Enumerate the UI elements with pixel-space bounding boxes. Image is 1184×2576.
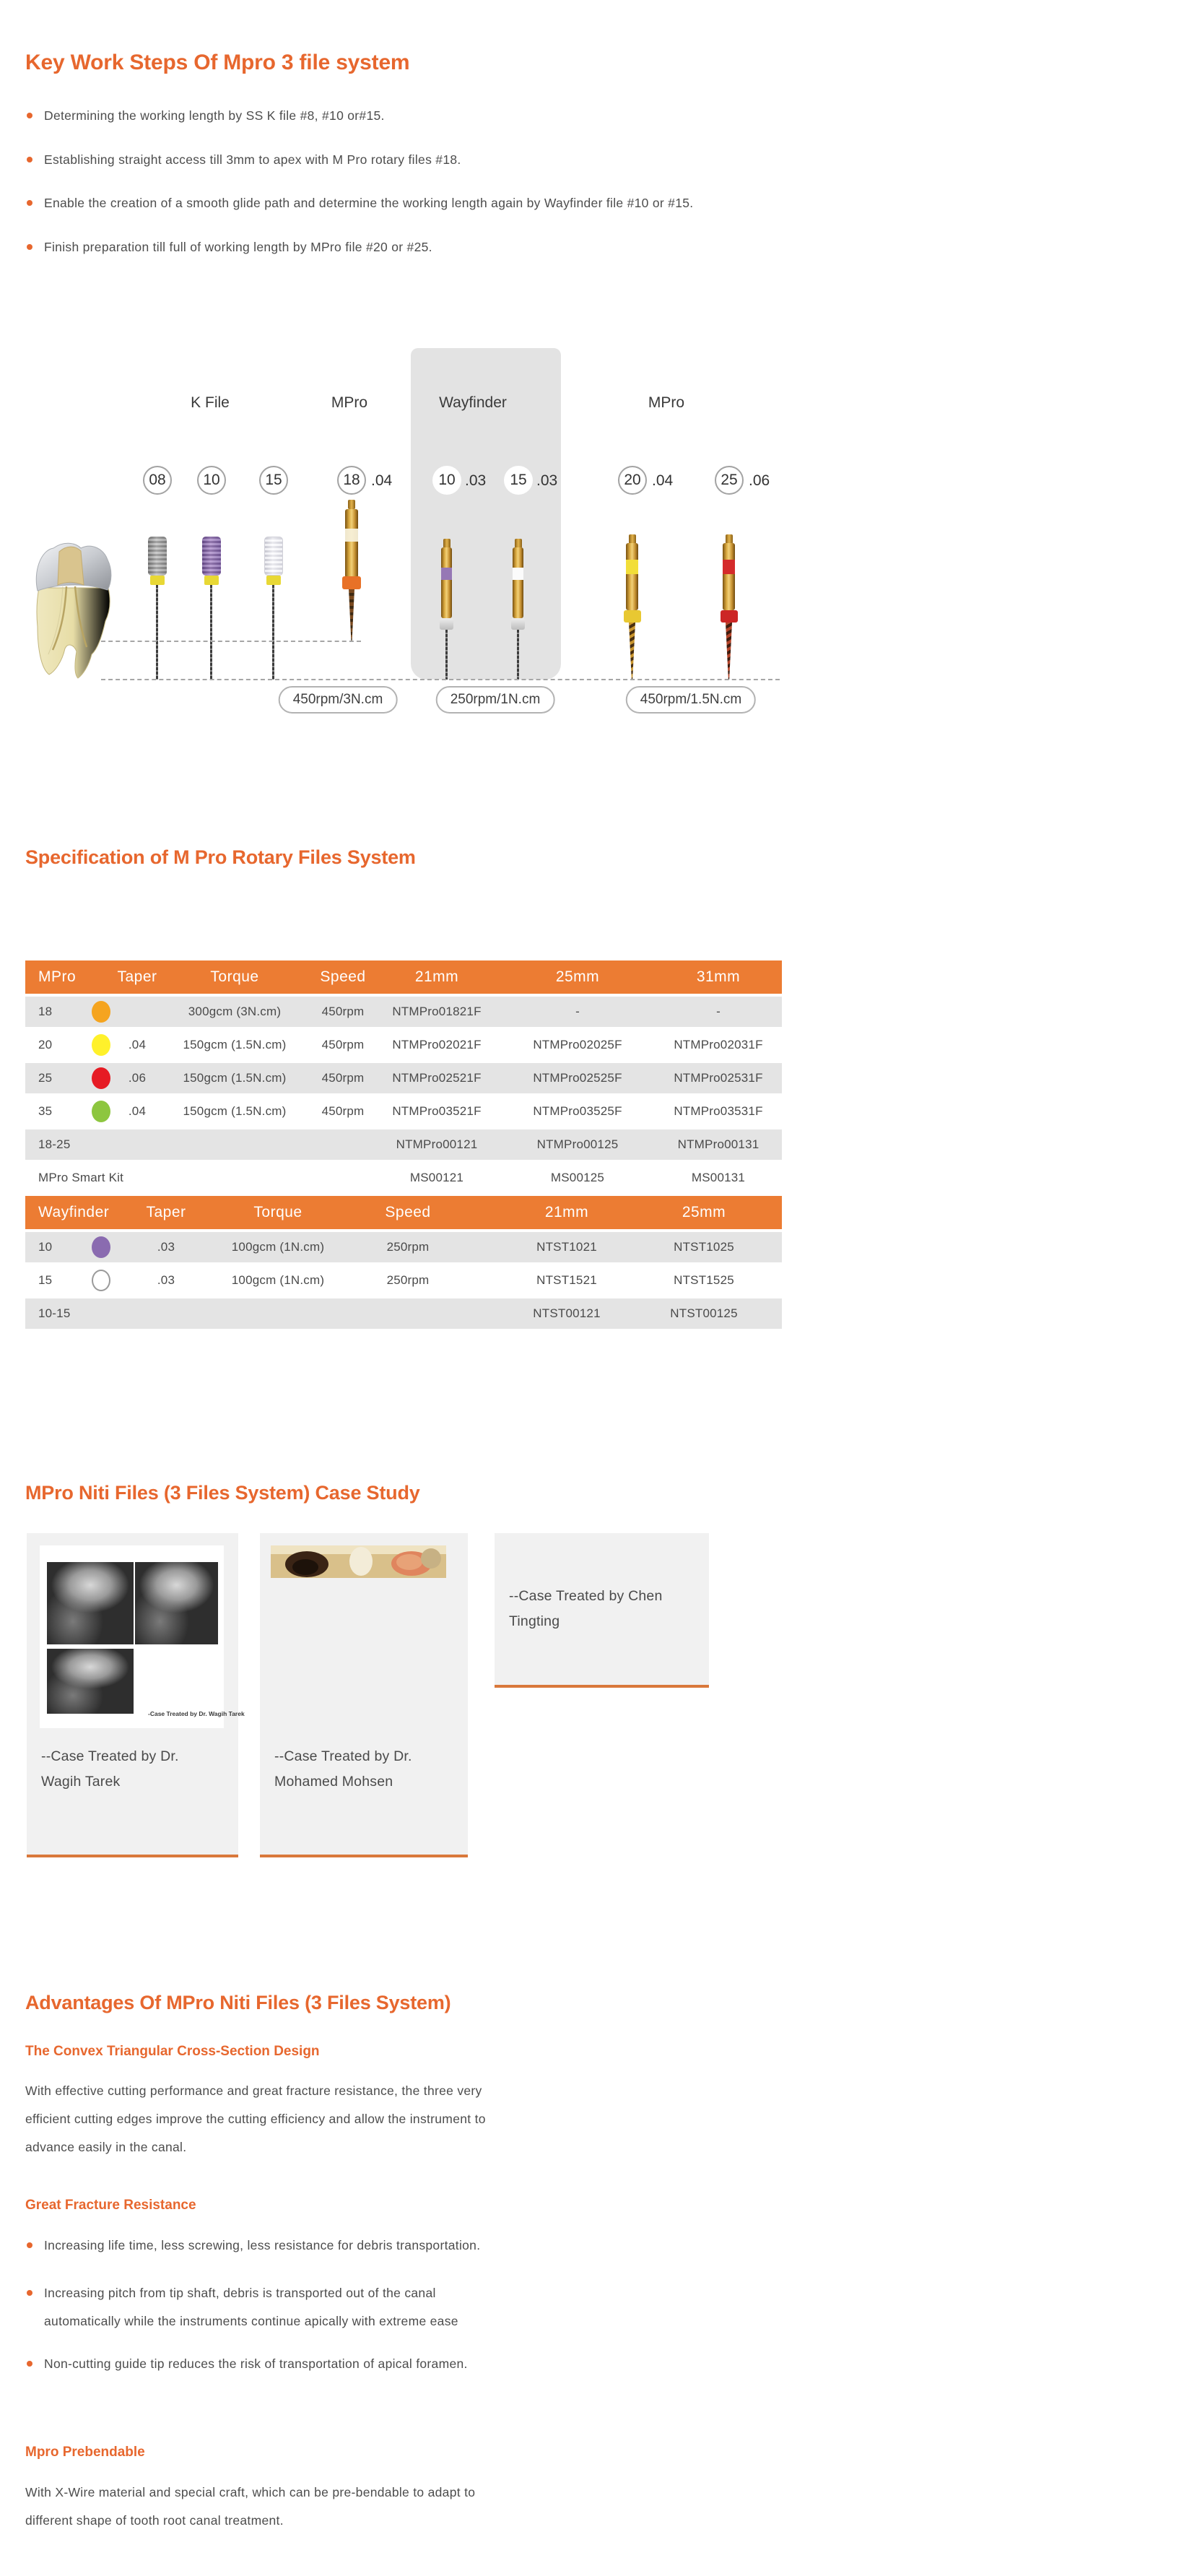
- key-step-text: Enable the creation of a smooth glide path and determine the working length again by Wayfinder file #10 or #15.: [44, 196, 694, 210]
- spec-heading: Specification of M Pro Rotary Files System: [25, 846, 416, 868]
- spec-cell-c21: 21mm: [414, 968, 459, 985]
- spec-cell-c31: 31mm: [696, 968, 741, 985]
- spec-cell-name: MPro: [38, 968, 77, 985]
- prebendable-title: Mpro Prebendable: [25, 2445, 145, 2460]
- spec-cell-name: Wayfinder: [38, 1204, 110, 1220]
- taper-label-18: .04: [371, 472, 393, 489]
- spec-table-row: [25, 1232, 782, 1262]
- file-system-diagram: [0, 339, 1184, 744]
- size-label: 15: [265, 472, 282, 488]
- spec-cell-c31: NTMPro02531F: [674, 1071, 763, 1085]
- xray-image: [47, 1649, 134, 1714]
- spec-cell-taper: .06: [128, 1071, 147, 1085]
- spec-cell-torque: Torque: [253, 1204, 302, 1220]
- spec-table-row: [25, 1265, 782, 1296]
- case-caption: --Case Treated by Dr. Wagih Tarek: [41, 1748, 179, 1790]
- spec-cell-name: 18: [38, 1005, 53, 1018]
- prebendable-text: With X-Wire material and special craft, which can be pre-bendable to adapt to different shape of tooth root canal treatment.: [25, 2485, 476, 2528]
- spec-cell-c25: -: [575, 1005, 580, 1018]
- spec-cell-torque: 150gcm (1.5N.cm): [183, 1071, 287, 1085]
- spec-cell-c31: MS00131: [691, 1171, 746, 1184]
- taper-color-dot-icon: [92, 1270, 110, 1291]
- bullet-dot-icon: [27, 200, 32, 206]
- spec-cell-c25: NTST1025: [674, 1240, 734, 1254]
- spec-cell-name: 25: [38, 1071, 53, 1085]
- spec-cell-torque: 100gcm (1N.cm): [231, 1273, 325, 1287]
- bullet-dot-icon: [27, 2242, 32, 2248]
- spec-cell-c25: NTMPro02025F: [533, 1038, 622, 1051]
- size-label: 10: [438, 472, 456, 488]
- convex-design-title: The Convex Triangular Cross-Section Design: [25, 2044, 320, 2059]
- advantages-heading: Advantages Of MPro Niti Files (3 Files System): [25, 1992, 451, 2013]
- key-step-item: [25, 194, 693, 212]
- spec-table-row: [25, 1096, 782, 1127]
- spec-cell-taper: Taper: [146, 1204, 186, 1220]
- case-card-mohamed-mohsen: [260, 1533, 468, 1857]
- spec-cell-taper: Taper: [117, 968, 157, 985]
- spec-table-row: [25, 1129, 782, 1160]
- size-label: 10: [203, 472, 220, 488]
- taper-color-dot-icon: [92, 1236, 110, 1258]
- bullet-dot-icon: [27, 244, 32, 250]
- convex-design-text: With effective cutting performance and great fracture resistance, the three very efficient cutting edges improve the cutting efficiency and allow the instrument to advance easily in the canal.: [25, 2083, 486, 2154]
- spec-cell-name: MPro Smart Kit: [38, 1171, 124, 1184]
- size-label: 15: [510, 472, 527, 488]
- spec-cell-speed: 450rpm: [321, 1005, 365, 1018]
- xray-inner-caption: -Case Treated by Dr. Wagih Tarek: [148, 1710, 245, 1717]
- xray-image: [47, 1562, 134, 1644]
- spec-cell-taper: .04: [128, 1038, 147, 1051]
- taper-label-25: .06: [749, 472, 770, 489]
- rpm-pill-wayfinder: 250rpm/1N.cm: [436, 686, 555, 714]
- size-circle-18: [337, 466, 366, 495]
- spec-table-row: [25, 1163, 782, 1193]
- spec-cell-c31: NTMPro03531F: [674, 1104, 763, 1118]
- spec-cell-c21: NTMPro02021F: [392, 1038, 482, 1051]
- spec-cell-c31: NTMPro02031F: [674, 1038, 763, 1051]
- size-label: 18: [343, 472, 360, 488]
- spec-cell-name: 15: [38, 1273, 53, 1287]
- spec-cell-c21: NTMPro03521F: [392, 1104, 482, 1118]
- spec-cell-c21: NTMPro02521F: [392, 1071, 482, 1085]
- spec-cell-name: 18-25: [38, 1137, 71, 1151]
- taper-label-w10: .03: [465, 472, 487, 489]
- bullet-dot-icon: [27, 157, 32, 162]
- taper-label-w15: .03: [536, 472, 558, 489]
- spec-cell-taper: .03: [157, 1240, 175, 1254]
- taper-color-dot-icon: [92, 1034, 110, 1056]
- size-circle-08: [143, 466, 172, 495]
- spec-cell-c21: NTST1021: [536, 1240, 597, 1254]
- spec-cell-torque: Torque: [210, 968, 259, 985]
- size-circle-w10: [432, 466, 461, 495]
- spec-cell-c31: -: [716, 1005, 721, 1018]
- clinical-photo: [271, 1545, 446, 1578]
- spec-cell-taper: .03: [157, 1273, 175, 1287]
- key-step-text: Establishing straight access till 3mm to apex with M Pro rotary files #18.: [44, 152, 461, 167]
- taper-color-dot-icon: [92, 1067, 110, 1089]
- spec-cell-c25: NTMPro03525F: [533, 1104, 622, 1118]
- spec-cell-speed: Speed: [385, 1204, 431, 1220]
- spec-cell-speed: 450rpm: [321, 1038, 365, 1051]
- size-circle-15: [259, 466, 288, 495]
- taper-color-dot-icon: [92, 1101, 110, 1122]
- size-circle-25: [715, 466, 744, 495]
- spec-cell-c21: NTST1521: [536, 1273, 597, 1287]
- spec-table-row: [25, 997, 782, 1027]
- spec-cell-torque: 100gcm (1N.cm): [231, 1240, 325, 1254]
- taper-color-dot-icon: [92, 1001, 110, 1023]
- spec-cell-speed: 250rpm: [386, 1273, 430, 1287]
- spec-cell-c21: NTMPro01821F: [392, 1005, 482, 1018]
- tooth-illustration: [29, 540, 123, 685]
- spec-cell-c21: 21mm: [544, 1204, 589, 1220]
- bullet-dot-icon: [27, 2361, 32, 2367]
- group-label-mpro: MPro: [648, 394, 685, 411]
- fracture-bullet-text: Non-cutting guide tip reduces the risk of transportation of apical foramen.: [44, 2356, 468, 2371]
- rpm-pill-mpro: 450rpm/1.5N.cm: [626, 686, 756, 714]
- spec-cell-c21: MS00121: [409, 1171, 464, 1184]
- spec-cell-c25: NTMPro00125: [536, 1137, 619, 1151]
- bullet-dot-icon: [27, 2290, 32, 2296]
- working-length-line-3mm: [101, 641, 361, 642]
- case-caption: --Case Treated by Chen Tingting: [509, 1588, 663, 1629]
- spec-table-header-row: [25, 1196, 782, 1229]
- fracture-bullet: [25, 2350, 468, 2378]
- fracture-bullet: [25, 2279, 510, 2336]
- size-label: 25: [721, 472, 738, 488]
- xray-image: [135, 1562, 218, 1644]
- fracture-bullet: [25, 2232, 480, 2260]
- spec-cell-speed: 250rpm: [386, 1240, 430, 1254]
- spec-cell-name: 10: [38, 1240, 53, 1254]
- spec-cell-c25: 25mm: [555, 968, 600, 985]
- spec-cell-torque: 150gcm (1.5N.cm): [183, 1104, 287, 1118]
- key-step-text: Finish preparation till full of working length by MPro file #20 or #25.: [44, 240, 432, 254]
- key-step-item: [25, 107, 385, 124]
- bullet-dot-icon: [27, 113, 32, 118]
- spec-cell-speed: Speed: [320, 968, 366, 985]
- spec-cell-speed: 450rpm: [321, 1071, 365, 1085]
- taper-label-20: .04: [652, 472, 674, 489]
- key-step-text: Determining the working length by SS K file #8, #10 or#15.: [44, 108, 385, 123]
- group-label-wayfinder: Wayfinder: [439, 394, 507, 411]
- spec-table: [25, 960, 782, 1332]
- key-step-item: [25, 238, 432, 256]
- spec-cell-c25: NTST1525: [674, 1273, 734, 1287]
- spec-cell-c31: NTMPro00131: [677, 1137, 759, 1151]
- case-card-chen-tingting: [495, 1533, 709, 1688]
- rpm-pill-kfile-mpro18: 450rpm/3N.cm: [279, 686, 398, 714]
- spec-cell-speed: 450rpm: [321, 1104, 365, 1118]
- spec-cell-taper: .04: [128, 1104, 147, 1118]
- size-label: 20: [624, 472, 641, 488]
- key-steps-heading: Key Work Steps Of Mpro 3 file system: [25, 51, 410, 74]
- group-label-kfile: K File: [191, 394, 230, 411]
- size-circle-10: [197, 466, 226, 495]
- spec-cell-c25: 25mm: [682, 1204, 726, 1220]
- spec-cell-c21: NTST00121: [533, 1306, 601, 1320]
- group-label-mpro18: MPro: [331, 394, 368, 411]
- spec-table-header-row: [25, 960, 782, 994]
- spec-table-row: [25, 1030, 782, 1060]
- spec-table-row: [25, 1063, 782, 1093]
- size-circle-w15: [504, 466, 533, 495]
- size-label: 08: [149, 472, 166, 488]
- key-step-item: [25, 151, 461, 168]
- fracture-bullet-text: Increasing life time, less screwing, less resistance for debris transportation.: [44, 2238, 481, 2252]
- spec-cell-name: 10-15: [38, 1306, 71, 1320]
- spec-table-row: [25, 1298, 782, 1329]
- size-circle-20: [618, 466, 647, 495]
- spec-cell-c25: MS00125: [550, 1171, 605, 1184]
- case-xray-panel: [40, 1545, 245, 1728]
- case-study-heading: MPro Niti Files (3 Files System) Case Study: [25, 1482, 420, 1504]
- spec-cell-name: 35: [38, 1104, 53, 1118]
- spec-cell-name: 20: [38, 1038, 53, 1051]
- spec-cell-c21: NTMPro00121: [396, 1137, 478, 1151]
- fracture-bullet-text: Increasing pitch from tip shaft, debris is transported out of the canal automatically while the instruments continue apically with extreme ease: [44, 2286, 458, 2328]
- case-caption: --Case Treated by Dr. Mohamed Mohsen: [274, 1748, 412, 1790]
- spec-cell-c25: NTMPro02525F: [533, 1071, 622, 1085]
- spec-cell-torque: 150gcm (1.5N.cm): [183, 1038, 287, 1051]
- working-length-line-apex: [101, 679, 780, 680]
- spec-cell-c25: NTST00125: [670, 1306, 738, 1320]
- case-card-wagih-tarek: [27, 1533, 245, 1857]
- fracture-resistance-title: Great Fracture Resistance: [25, 2198, 196, 2213]
- spec-cell-torque: 300gcm (3N.cm): [188, 1005, 282, 1018]
